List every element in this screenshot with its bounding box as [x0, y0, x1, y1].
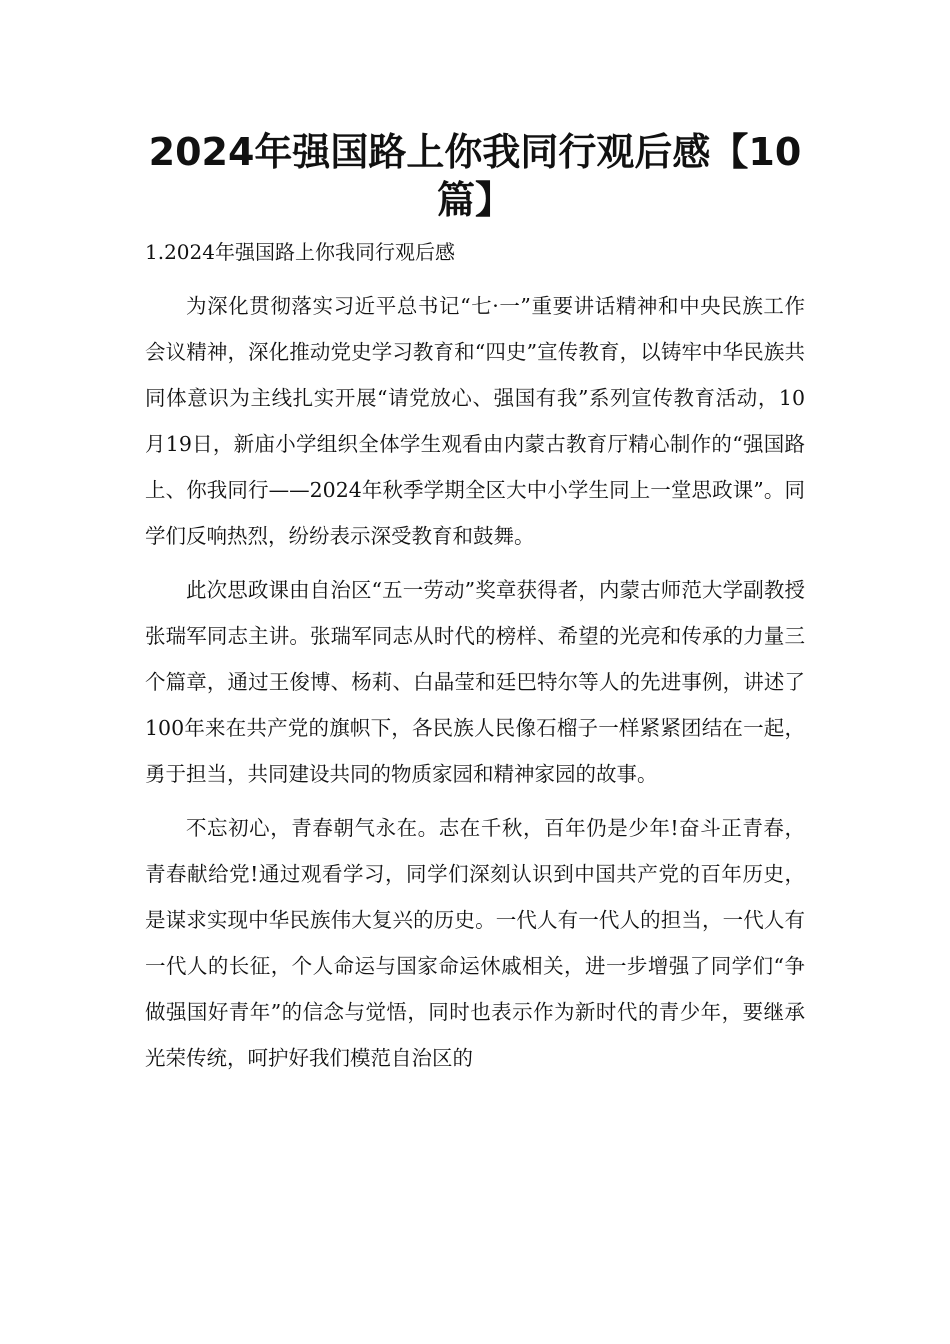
paragraph-2: 此次思政课由自治区“五一劳动”奖章获得者，内蒙古师范大学副教授张瑞军同志主讲。张瑞军同志从时代的榜样、希望的光亮和传承的力量三个篇章，通过王俊博、杨莉、白晶莹和廷巴特尔等人的先进事例，讲述了100年来在共产党的旗帜下，各民族人民像石榴子一样紧紧团结在一起，勇于担当，共同建设共同的物质家园和精神家园的故事。	[145, 578, 805, 786]
document-title	[130, 128, 820, 224]
section-heading: 1.2024年强国路上你我同行观后感	[145, 240, 455, 264]
document-title-line-2: 篇】	[436, 178, 513, 222]
paragraph-1: 为深化贯彻落实习近平总书记“七·一”重要讲话精神和中央民族工作会议精神，深化推动党史学习教育和“四史”宣传教育，以铸牢中华民族共同体意识为主线扎实开展“请党放心、强国有我”系列宣传教育活动，10月19日，新庙小学组织全体学生观看由内蒙古教育厅精心制作的“强国路上、你我同行——2024年秋季学期全区大中小学生同上一堂思政课”。同学们反响热烈，纷纷表示深受教育和鼓舞。	[145, 294, 805, 548]
document-title-line-1: 2024年强国路上你我同行观后感【10	[148, 130, 802, 174]
paragraph-3: 不忘初心，青春朝气永在。志在千秋，百年仍是少年!奋斗正青春，青春献给党!通过观看学习，同学们深刻认识到中国共产党的百年历史，是谋求实现中华民族伟大复兴的历史。一代人有一代人的担当，一代人有一代人的长征，个人命运与国家命运休戚相关，进一步增强了同学们“争做强国好青年”的信念与觉悟，同时也表示作为新时代的青少年，要继承光荣传统，呵护好我们模范自治区的	[145, 816, 805, 1070]
document-body	[145, 283, 805, 1089]
